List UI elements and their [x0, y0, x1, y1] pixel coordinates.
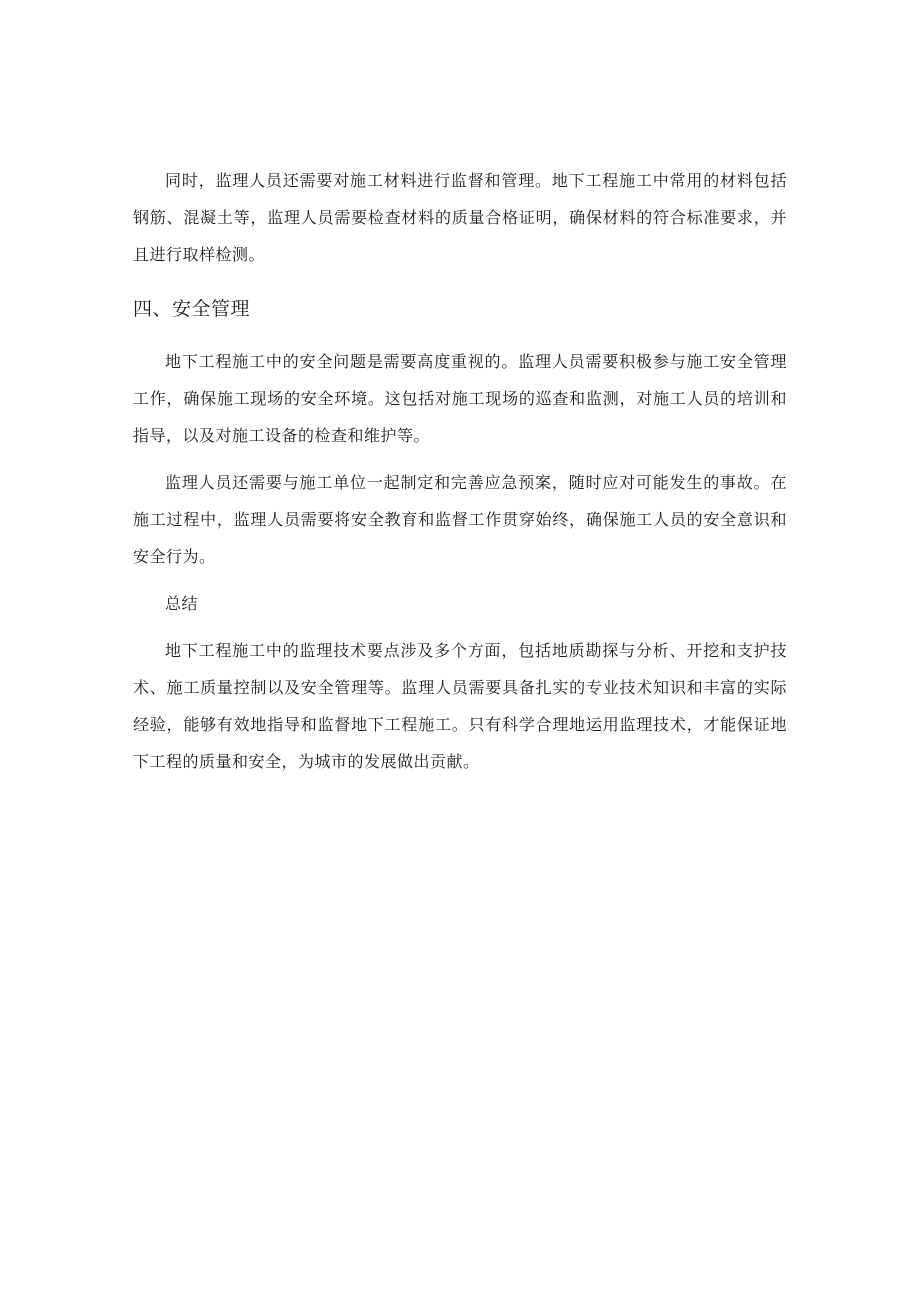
paragraph-safety-issues: 地下工程施工中的安全问题是需要高度重视的。监理人员需要积极参与施工安全管理工作，确保施工现场的安全环境。这包括对施工现场的巡查和监测，对施工人员的培训和指导，以及对施工设备的检查和维护等。	[133, 352, 787, 445]
summary-label: 总结	[165, 594, 199, 613]
section-heading-safety-management: 四、安全管理	[133, 298, 251, 320]
paragraph-emergency-plan: 监理人员还需要与施工单位一起制定和完善应急预案，随时应对可能发生的事故。在施工过程中，监理人员需要将安全教育和监督工作贯穿始终，确保施工人员的安全意识和安全行为。	[133, 473, 787, 566]
paragraph-materials-supervision: 同时，监理人员还需要对施工材料进行监督和管理。地下工程施工中常用的材料包括钢筋、混凝土等，监理人员需要检查材料的质量合格证明，确保材料的符合标准要求，并且进行取样检测。	[133, 171, 787, 264]
document-body	[133, 162, 787, 780]
paragraph-summary: 地下工程施工中的监理技术要点涉及多个方面，包括地质勘探与分析、开挖和支护技术、施工质量控制以及安全管理等。监理人员需要具备扎实的专业技术知识和丰富的实际经验，能够有效地指导和监督地下工程施工。只有科学合理地运用监理技术，才能保证地下工程的质量和安全，为城市的发展做出贡献。	[133, 641, 787, 771]
